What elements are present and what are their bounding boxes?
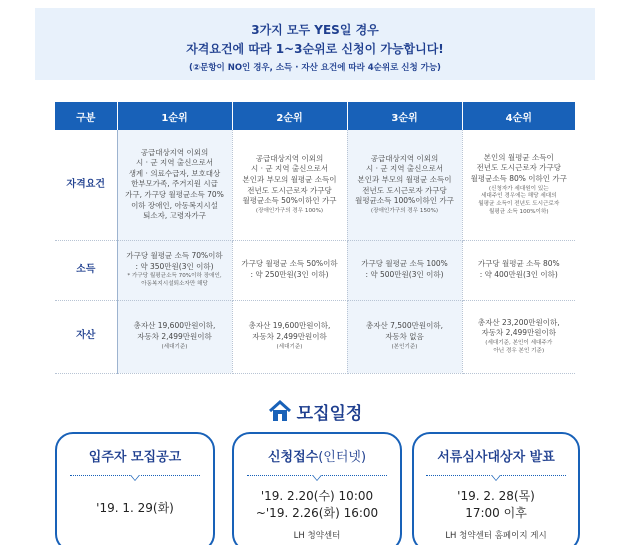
card-date: '19. 1. 29(화)	[96, 501, 174, 515]
cell-note: (장애인가구의 경우 150%)	[370, 207, 439, 214]
schedule-card-announcement	[55, 432, 215, 545]
card-date: '19. 2. 28(목) 17:00 이후	[457, 489, 535, 521]
table-cell	[232, 300, 347, 373]
header-rank-1: 1순위	[117, 102, 232, 130]
schedule-card-application	[232, 432, 402, 545]
table-cell	[232, 240, 347, 300]
card-title	[414, 446, 578, 465]
cell-note: (세대기준, 본인이 세대주가 아닌 경우 본인 기준)	[485, 339, 553, 354]
cell-text: 총자산 19,600만원이하, 자동차 2,499만원이하	[133, 321, 216, 342]
cell-note: (장애인가구의 경우 100%)	[255, 207, 324, 214]
schedule-heading	[0, 398, 630, 424]
card-title	[234, 446, 400, 465]
card-title-text: 신청접수	[267, 450, 319, 465]
table-cell	[462, 300, 575, 373]
table-row	[55, 300, 575, 373]
table-cell	[117, 130, 232, 240]
table-cell	[347, 240, 462, 300]
cell-note: (신청자가 세대원이 있는 세대주인 경우에는 해당 세대의 월평균 소득이 전년도 도시근로자 월평균 소득 100%이하)	[478, 185, 560, 216]
card-date: '19. 2.20(수) 10:00 ~'19. 2.26(화) 16:00	[255, 489, 379, 521]
cell-note: (본인기준)	[391, 343, 418, 350]
table-cell	[232, 130, 347, 240]
table-row	[55, 240, 575, 300]
table-cell	[462, 130, 575, 240]
banner-line-1: 3가지 모두 YES일 경우	[251, 23, 379, 37]
divider-notch	[491, 475, 501, 481]
schedule-title: 모집일정	[296, 403, 363, 424]
cell-text: 가구당 월평균 소득 50%이하 : 약 250만원(3인 이하)	[241, 259, 338, 279]
house-icon	[268, 400, 292, 422]
cell-text: 공급대상지역 이외의 시 · 군 지역 출신으로서 본인과 부모의 월평균 소득이 전년도 도시근로자 가구당 월평균소득 100%이하인 가구	[355, 153, 454, 206]
table-cell	[347, 300, 462, 373]
cell-note: * 가구당 월평균소득 70%이하 장애인, 아동복지시설퇴소자만 해당	[127, 273, 222, 288]
row-label-assets: 자산	[55, 300, 117, 373]
header-rank-2: 2순위	[232, 102, 347, 130]
cell-text: 본인의 월평균 소득이 전년도 도시근로자 가구당 월평균소득 80% 이하인 가구	[470, 152, 567, 183]
divider-notch	[130, 475, 140, 481]
card-title-text: 입주자 모집공고	[88, 450, 182, 465]
row-label-qualification: 자격요건	[55, 130, 117, 240]
card-divider	[247, 475, 387, 476]
header-rank-4: 4순위	[462, 102, 575, 130]
eligibility-table	[55, 102, 575, 374]
card-divider	[426, 475, 566, 476]
table-header-row	[55, 102, 575, 130]
cell-text: 공급대상지역 이외의 시 · 군 지역 출신으로서 본인과 부모의 월평균 소득이 전년도 도시근로자 가구당 월평균소득 50%이하인 가구	[242, 153, 337, 206]
header-rank-3: 3순위	[347, 102, 462, 130]
cell-text: 가구당 월평균 소득 100% : 약 500만원(3인 이하)	[361, 259, 448, 279]
cell-text: 가구당 월평균 소득 70%이하 : 약 350만원(3인 이하)	[126, 251, 223, 271]
cell-note: (세대기준)	[276, 343, 303, 350]
table-cell	[117, 300, 232, 373]
card-divider	[70, 475, 200, 476]
cell-text: 가구당 월평균 소득 80% : 약 400만원(3인 이하)	[477, 259, 560, 279]
cell-text: 총자산 19,600만원이하, 자동차 2,499만원이하	[248, 321, 331, 342]
divider-notch	[312, 475, 322, 481]
cell-note: (세대기준)	[161, 343, 188, 350]
table-cell	[462, 240, 575, 300]
schedule-card-result	[412, 432, 580, 545]
card-footer: LH 청약센터	[293, 530, 341, 541]
banner-line-3: (②문항이 NO인 경우, 소득 · 자산 요건에 따라 4순위로 신청 가능)	[189, 63, 441, 73]
cell-text: 총자산 23,200만원이하, 자동차 2,499만원이하	[477, 317, 560, 338]
card-title-suffix: (인터넷)	[318, 450, 367, 465]
cell-text: 총자산 7,500만원이하, 자동차 없음	[366, 321, 443, 342]
card-title	[57, 446, 213, 465]
header-category: 구분	[55, 102, 117, 130]
table-cell	[347, 130, 462, 240]
card-title-text: 서류심사대상자 발표	[437, 450, 555, 465]
table-cell	[117, 240, 232, 300]
row-label-income: 소득	[55, 240, 117, 300]
banner-line-2: 자격요건에 따라 1~3순위로 신청이 가능합니다!	[186, 42, 444, 56]
card-footer: LH 청약센터 홈페이지 게시	[445, 530, 547, 541]
cell-text: 공급대상지역 이외의 시 · 군 지역 출신으로서 생계 · 의료수급자, 보호대상 한부모가족, 주거지원 시급 가구, 가구당 월평균소득 70% 이하 장애인, 아동복지시설 퇴소자, 고령자가구	[125, 147, 224, 221]
table-row	[55, 130, 575, 240]
eligibility-banner	[35, 8, 595, 80]
